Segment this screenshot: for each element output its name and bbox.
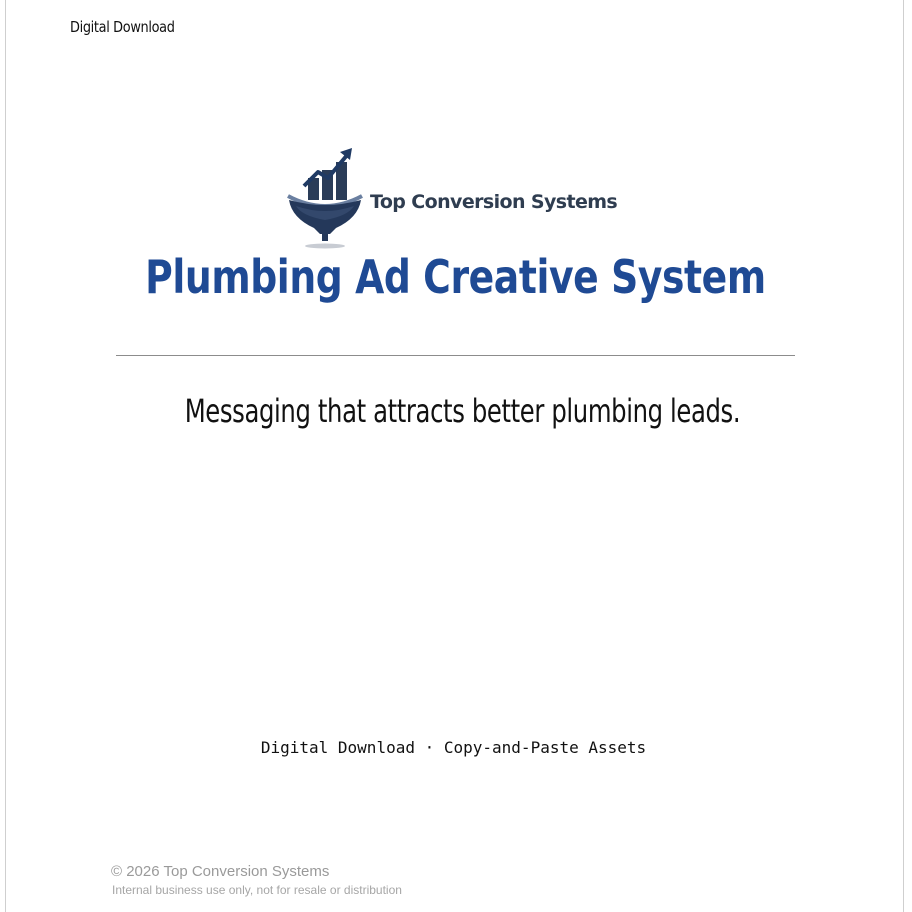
page-title xyxy=(6,250,905,304)
usage-note: Internal business use only, not for resale or distribution xyxy=(112,883,402,897)
header-label: Digital Download xyxy=(70,18,175,36)
tagline-text: Messaging that attracts better plumbing leads. xyxy=(184,392,740,430)
tagline xyxy=(6,392,912,430)
funnel-chart-icon xyxy=(282,146,368,250)
divider xyxy=(116,355,795,356)
company-name: Top Conversion Systems xyxy=(370,191,618,213)
copyright-text: © 2026 Top Conversion Systems xyxy=(111,863,330,880)
product-format-line: Digital Download · Copy-and-Paste Assets xyxy=(260,738,647,757)
company-logo xyxy=(282,146,618,250)
page-title-text: Plumbing Ad Creative System xyxy=(145,250,766,304)
document-page xyxy=(5,0,904,912)
